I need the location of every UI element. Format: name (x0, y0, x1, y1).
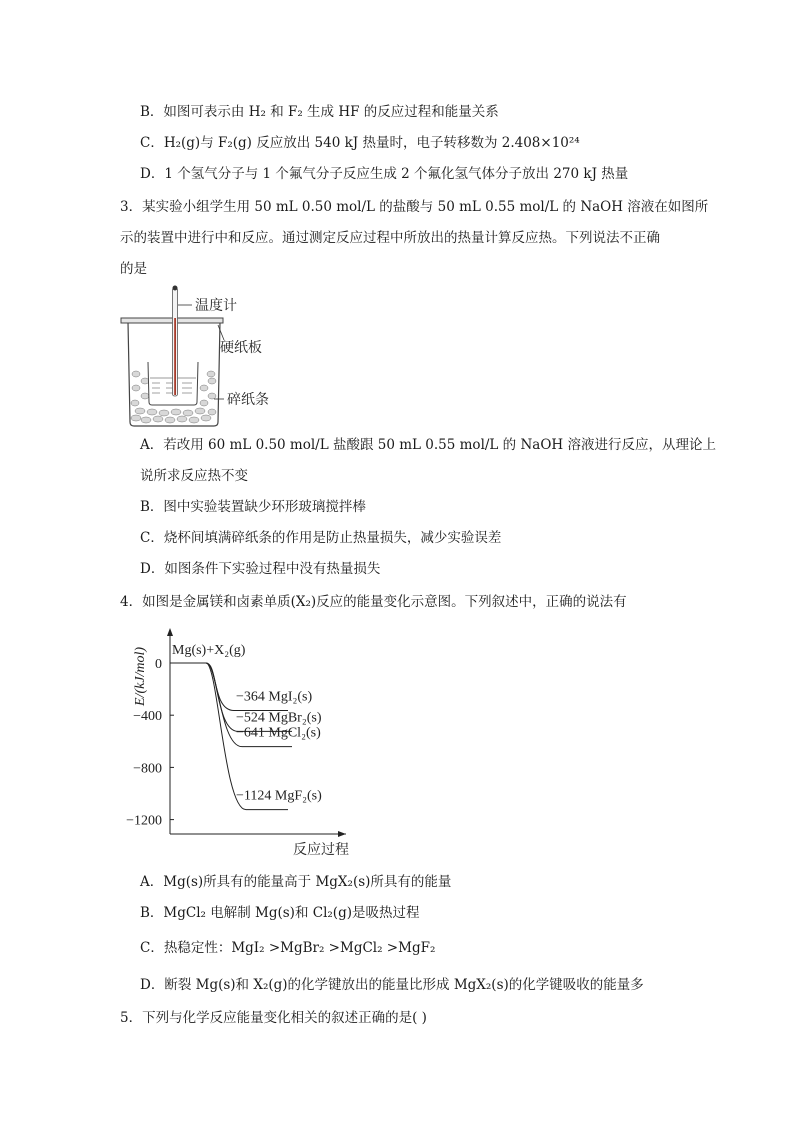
q4-option-d: D．断裂 Mg(s)和 X₂(g)的化学键放出的能量比形成 MgX₂(s)的化学键吸收的能量多 (140, 977, 644, 993)
q3-option-a-line-1: A．若改用 60 mL 0.50 mol/L 盐酸跟 50 mL 0.55 mol/L 的 NaOH 溶液进行反应，从理论上 (140, 437, 716, 453)
y-tick-label: −800 (133, 761, 162, 777)
q2-option-d: D．1 个氢气分子与 1 个氟气分子反应生成 2 个氟化氢气体分子放出 270 kJ 热量 (140, 166, 629, 182)
q4-option-a: A．Mg(s)所具有的能量高于 MgX₂(s)所具有的能量 (140, 874, 452, 890)
q3-stem-line-1: 3．某实验小组学生用 50 mL 0.50 mol/L 的盐酸与 50 mL 0.55 mol/L 的 NaOH 溶液在如图所 (120, 199, 709, 215)
y-axis-label: E/(kJ/mol) (133, 646, 148, 706)
x-axis-label: 反应过程 (293, 843, 349, 858)
q3-option-a-line-2: 说所求反应热不变 (140, 468, 248, 484)
product-label: −1124 MgF₂(s) (236, 788, 322, 804)
q3-option-c: C．烧杯间填满碎纸条的作用是防止热量损失，减少实验误差 (140, 530, 502, 546)
q4-stem: 4．如图是金属镁和卤素单质(X₂)反应的能量变化示意图。下列叙述中，正确的说法有 (120, 594, 627, 610)
start-label: Mg(s)+X₂(g) (172, 643, 246, 658)
thermometer-mercury (174, 318, 176, 395)
product-label: −524 MgBr₂(s) (236, 710, 322, 726)
label-paper-scraps: 碎纸条 (227, 393, 269, 408)
y-axis-arrow (167, 628, 173, 636)
x-axis-arrow (338, 831, 346, 837)
q2-option-b: B．如图可表示由 H₂ 和 F₂ 生成 HF 的反应过程和能量关系 (140, 104, 499, 120)
cardboard-lid (121, 318, 223, 323)
q2-option-c: C．H₂(g)与 F₂(g) 反应放出 540 kJ 热量时，电子转移数为 2.408×10²⁴ (140, 135, 580, 151)
label-thermometer: 温度计 (195, 299, 237, 314)
q4-option-b: B．MgCl₂ 电解制 Mg(s)和 Cl₂(g)是吸热过程 (140, 905, 420, 921)
q5-stem: 5．下列与化学反应能量变化相关的叙述正确的是( ) (120, 1010, 427, 1026)
energy-diagram (118, 620, 368, 860)
label-cardboard: 硬纸板 (220, 341, 262, 356)
calorimeter-figure (118, 282, 308, 430)
product-label: −641 MgCl₂(s) (236, 725, 321, 741)
q3-stem-line-3: 的是 (120, 261, 147, 277)
q4-option-c: C．热稳定性：MgI₂ >MgBr₂ >MgCl₂ >MgF₂ (140, 940, 436, 956)
product-label: −364 MgI₂(s) (236, 689, 313, 705)
y-tick-label: −400 (133, 709, 162, 725)
q3-stem-line-2: 示的装置中进行中和反应。通过测定反应过程中所放出的热量计算反应热。下列说法不正确 (120, 230, 660, 246)
thermometer-top (173, 286, 178, 291)
q3-option-d: D．如图条件下实验过程中没有热量损失 (140, 561, 381, 577)
q3-option-b: B．图中实验装置缺少环形玻璃搅拌棒 (140, 499, 366, 515)
y-tick-label: −1200 (126, 813, 162, 829)
y-tick-label: 0 (155, 657, 162, 672)
